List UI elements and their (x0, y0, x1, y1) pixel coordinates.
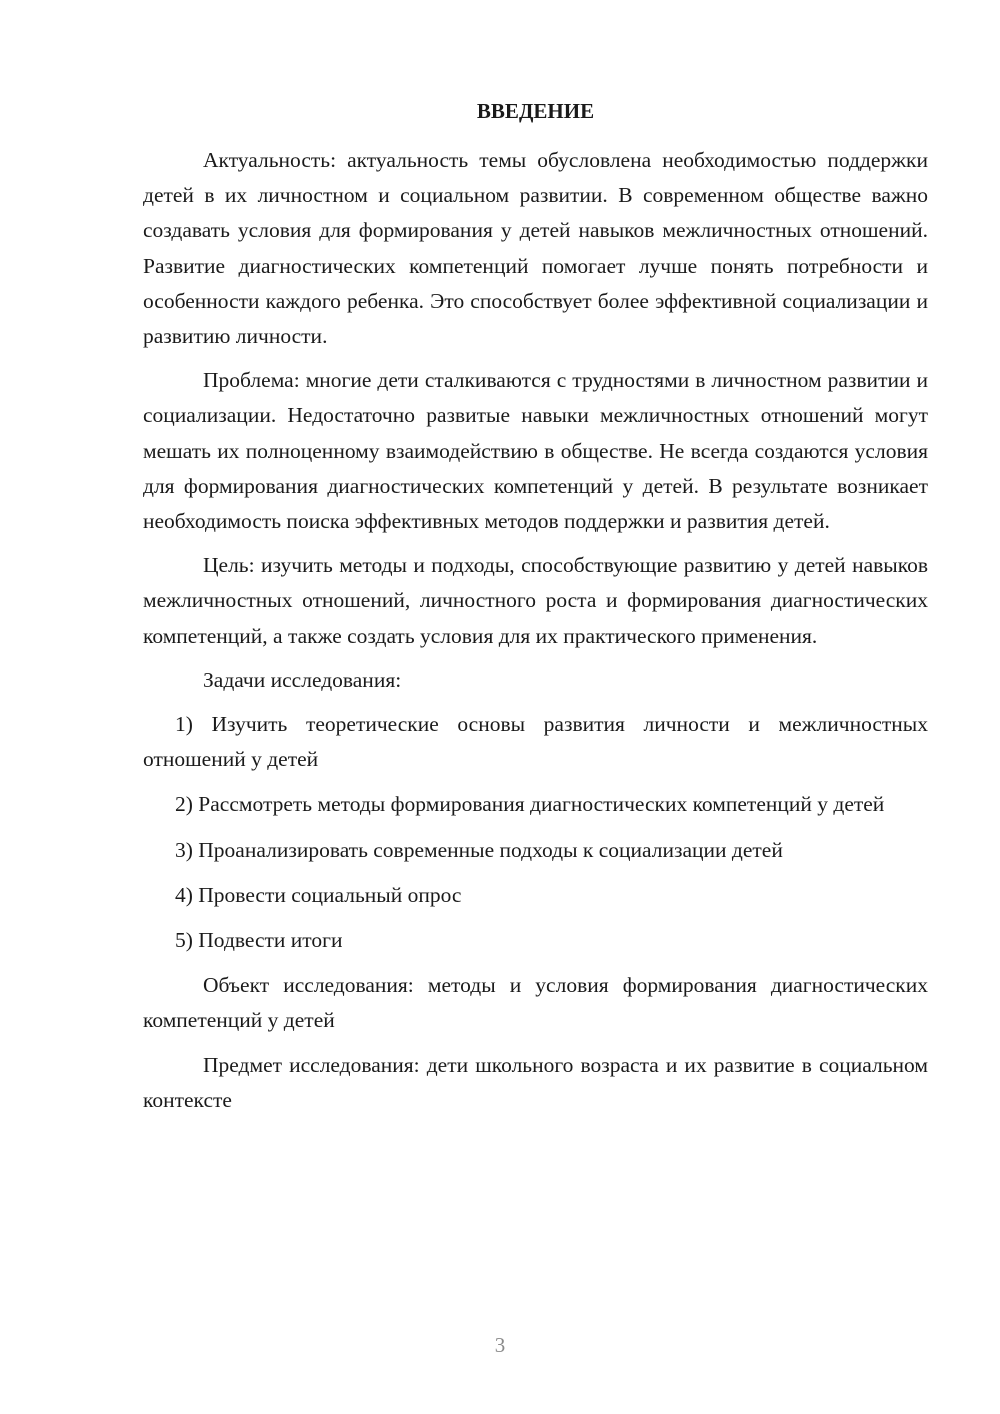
task-item-3: 3) Проанализировать современные подходы к социализации детей (175, 837, 783, 862)
subject-paragraph: Предмет исследования: дети школьного возраста и их развитие в социальном контексте (143, 1052, 928, 1112)
problem-paragraph: Проблема: многие дети сталкиваются с трудностями в личностном развитии и социализации. Недостаточно развитые навыки межличностных отношений могут мешать их полноценному взаимодействию в обществе. Не всегда создаются условия для формирования диагностических компетенций у детей. В результате возникает необходимость поиска эффективных методов поддержки и развития детей. (143, 368, 928, 534)
page-number: 3 (494, 1333, 506, 1357)
task-item-5: 5) Подвести итоги (175, 928, 343, 953)
task-item-1: 1) Изучить теоретические основы развития личности и межличностных отношений у детей (143, 712, 928, 772)
goal-paragraph: Цель: изучить методы и подходы, способствующие развитию у детей навыков межличностных отношений, личностного роста и формирования диагностических компетенций, а также создать условия для их практического применения. (143, 553, 928, 648)
document-page (143, 96, 928, 1127)
task-item-2: 2) Рассмотреть методы формирования диагностических компетенций у детей (175, 792, 885, 817)
tasks-heading: Задачи исследования: (203, 667, 402, 692)
section-title: ВВЕДЕНИЕ (476, 99, 595, 123)
object-paragraph: Объект исследования: методы и условия формирования диагностических компетенций у детей (143, 973, 928, 1033)
relevance-paragraph: Актуальность: актуальность темы обусловлена необходимостью поддержки детей в их личностном и социальном развитии. В современном обществе важно создавать условия для формирования у детей навыков межличностных отношений. Развитие диагностических компетенций помогает лучше понять потребности и особенности каждого ребенка. Это способствует более эффективной социализации и развитию личности. (143, 148, 928, 349)
task-item-4: 4) Провести социальный опрос (175, 882, 462, 907)
